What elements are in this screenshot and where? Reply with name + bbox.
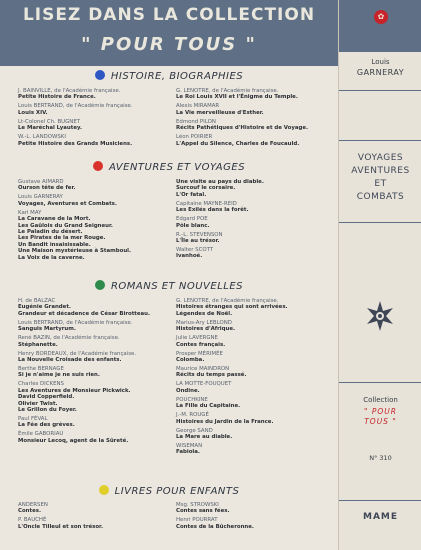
entry-titles (18, 125, 132, 131)
catalog-entry (18, 103, 132, 116)
catalog-entry (18, 431, 150, 444)
entry-title: Louis XIV. (18, 109, 48, 116)
collection-header (0, 0, 338, 66)
spine-collection-label: Collection (363, 396, 398, 404)
catalog-entry (18, 298, 150, 317)
entry-author: Gustave AIMARD (18, 179, 64, 185)
catalog-entry (176, 88, 308, 101)
book-spine (338, 0, 421, 550)
entry-title: Pôle blanc. (176, 222, 210, 229)
entry-author: René BAZIN, de l'Académie française. (18, 335, 120, 342)
catalog-entry (18, 351, 150, 364)
catalog-entry (18, 502, 103, 515)
entry-titles (176, 326, 288, 332)
star-emblem-icon (364, 300, 396, 332)
spine-rule-mid (339, 140, 421, 141)
entry-author: Walter SCOTT (176, 247, 214, 254)
entry-title: La Caravane de la Mort. (18, 216, 91, 223)
catalog-entry (18, 517, 103, 530)
spine-rule-lower (339, 222, 421, 223)
entry-author: Prosper MÉRIMÉE (176, 350, 223, 357)
entry-title: Histoires étranges qui sont arrivées. (176, 304, 288, 311)
catalog-entry (18, 88, 132, 101)
entry-titles (176, 434, 288, 440)
catalog-entry (18, 134, 132, 147)
section-heading (0, 485, 338, 499)
entry-title: David Copperfield. (18, 394, 75, 401)
entry-titles (18, 508, 103, 514)
entry-titles (18, 141, 132, 147)
entry-title: Sanguis Martyrum. (18, 326, 76, 333)
entry-author: J.-M. ROUGÉ (176, 412, 209, 419)
catalog-entry (176, 351, 288, 364)
entry-title: Voyages, Aventures et Combats. (18, 200, 117, 207)
entry-titles (176, 524, 254, 530)
entry-title: Les Gaûlois du Grand Seigneur. (18, 222, 113, 229)
entry-author: Edmond PILON (176, 118, 216, 125)
entry-titles (176, 304, 288, 317)
entry-title: Le Paladin du désert. (18, 229, 83, 236)
entry-title: La Nouvelle Croisade des enfants. (18, 357, 122, 364)
entry-title: La Vie merveilleuse d'Esther. (176, 109, 264, 116)
entry-titles (176, 238, 264, 244)
entry-title: Petite Histoire des Grands Musiciens. (18, 140, 133, 147)
catalog-entry (176, 179, 264, 198)
entry-title: Les Pirates de la mer Rouge. (18, 235, 106, 242)
entry-title: Stéphanette. (18, 341, 58, 348)
entry-titles (18, 388, 150, 414)
entry-author: G. LENOTRE, de l'Académie française. (176, 298, 279, 304)
entry-title: Olivier Twist. (18, 400, 58, 407)
section-title: AVENTURES ET VOYAGES (108, 162, 246, 173)
entry-author: J. BAINVILLE, de l'Académie française. (18, 88, 121, 94)
entry-titles (176, 419, 288, 425)
entry-titles (18, 201, 131, 207)
section-title: HISTOIRE, BIOGRAPHIES (110, 71, 244, 82)
entry-title: L'Or fatal. (176, 191, 207, 198)
entry-author: Lt-Colonel Ch. BUGNET (18, 118, 81, 125)
spine-rule-coll (339, 382, 421, 383)
entry-title: Contes français. (176, 341, 226, 348)
spine-author-last: GARNERAY (356, 68, 405, 77)
entry-titles (176, 94, 308, 100)
entry-author: Émile GABORIAU (18, 431, 64, 438)
entry-author: POUCHKINE (176, 396, 208, 403)
spine-title-line: ET (374, 179, 387, 189)
entry-titles (176, 357, 288, 363)
header-line-2: " POUR TOUS " (81, 34, 257, 55)
entry-titles (18, 94, 132, 100)
entry-author: Edgard POE (176, 216, 208, 223)
entry-title: Eugénie Grandet. (18, 304, 71, 311)
entry-titles (18, 216, 131, 261)
catalog-entry (176, 397, 288, 410)
entry-title: Légendes de Noël. (176, 310, 233, 317)
spine-collection-name-2: TOUS " (364, 417, 397, 426)
entry-titles (176, 125, 308, 131)
entry-titles (18, 326, 150, 332)
entry-title: Le Roi Louis XVII et l'Énigme du Temple. (176, 94, 298, 101)
entry-author: Louis GARNERAY (18, 194, 63, 201)
section-bullet-icon (99, 485, 109, 495)
entry-author: Henri POURRAT (176, 517, 218, 524)
right-column (176, 179, 264, 262)
header-line-1: LISEZ DANS LA COLLECTION (22, 5, 316, 25)
catalog-entry (176, 247, 264, 260)
entry-title: Si je n'aime je ne suis rien. (18, 372, 100, 379)
entry-author: H. de BALZAC (18, 298, 56, 304)
spine-rule-top (339, 90, 421, 91)
entry-title: Petite Histoire de France. (18, 94, 96, 101)
entry-title: Les Exilés dans la forêt. (176, 207, 249, 214)
entry-author: Henry BORDEAUX, de l'Académie française. (18, 350, 137, 357)
entry-title: Histoires d'Afrique. (176, 326, 236, 333)
entry-title: Le Maréchal Lyautey. (18, 125, 83, 132)
right-column (176, 88, 308, 150)
entry-titles (176, 110, 308, 116)
entry-author: P. BAUCHÉ (18, 517, 47, 524)
entry-author: Berthe BERNAGE (18, 366, 64, 373)
catalog-entry (176, 216, 264, 229)
section-title: LIVRES POUR ENFANTS (114, 486, 240, 497)
entry-title: Un Bandit insaisissable. (18, 241, 91, 248)
catalog-entry (176, 502, 254, 515)
entry-title: Une Maison mystérieuse à Stamboul. (18, 248, 132, 255)
entry-author: Louis BERTRAND, de l'Académie française. (18, 103, 133, 110)
entry-title: Les Aventures de Monsieur Pickwick. (18, 387, 131, 394)
entry-titles (18, 524, 103, 530)
catalog-entry (176, 320, 288, 333)
entry-title: La Fée des grèves. (18, 422, 75, 429)
entry-author: Maurice MAINDRON (176, 366, 230, 373)
section-bullet-icon (95, 70, 105, 80)
catalog-entry (176, 381, 288, 394)
entry-author: George SAND (176, 427, 213, 434)
entry-titles (18, 110, 132, 116)
spine-header (339, 0, 421, 52)
entry-titles (176, 372, 288, 378)
entry-author: Julie LAVERGNE (176, 335, 218, 342)
catalog-entry (176, 298, 288, 317)
catalog-entry (18, 320, 150, 333)
catalog-entry (176, 201, 264, 214)
entry-author: ANDERSEN (18, 502, 48, 508)
publisher-logo-icon: ✿ (374, 10, 388, 24)
section-bullet-icon (95, 280, 105, 290)
entry-title: Récits Pathétiques d'Histoire et de Voyage. (176, 125, 309, 132)
catalog-entry (176, 103, 308, 116)
left-column (18, 88, 132, 150)
entry-title: Ondine. (176, 387, 200, 394)
entry-author: W.-L. LANDOWSKI (18, 134, 66, 141)
entry-title: La Mare au diable. (176, 434, 233, 441)
entry-titles (176, 141, 308, 147)
entry-titles (18, 422, 150, 428)
section-heading (0, 280, 338, 294)
left-column (18, 179, 131, 264)
spine-publisher: MAME (362, 512, 399, 522)
entry-titles (18, 304, 150, 317)
left-column (18, 502, 103, 533)
left-column (18, 298, 150, 447)
catalog-entry (18, 366, 150, 379)
catalog-entry (176, 428, 288, 441)
right-column (176, 298, 288, 458)
spine-collection-name-1: " POUR (364, 407, 397, 416)
entry-author: Karl MAY (18, 209, 42, 216)
entry-title: L'Oncle Tilleul et son trésor. (18, 523, 103, 530)
spine-title-line: COMBATS (356, 192, 405, 202)
entry-title: Colomba. (176, 357, 205, 364)
entry-author: Paul FÉVAL (18, 416, 48, 423)
entry-title: La Voix de la caverne. (18, 254, 85, 261)
catalog-entry (18, 335, 150, 348)
catalog-entry (18, 210, 131, 261)
spine-title-line: VOYAGES (357, 153, 404, 163)
entry-title: Le Grillon du Foyer. (18, 407, 77, 414)
entry-title: Contes de la Bûcheronne. (176, 523, 254, 530)
section-bullet-icon (93, 161, 103, 171)
entry-author: Marius-Ary LEBLOND (176, 319, 232, 326)
entry-title: L'Appel du Silence, Charles de Foucauld. (176, 140, 300, 147)
entry-titles (176, 207, 264, 213)
entry-title: Fabiola. (176, 449, 200, 456)
spine-title-line: AVENTURES (351, 166, 410, 176)
entry-author: LA MOTTE-FOUQUET (176, 381, 232, 388)
section-heading (0, 70, 338, 84)
catalog-entry (176, 232, 264, 245)
entry-title: Ourson tête de fer. (18, 185, 76, 192)
entry-title: Grandeur et décadence de César Birotteau. (18, 310, 151, 317)
entry-titles (176, 388, 288, 394)
entry-author: Capitaine MAYNE-REID (176, 200, 237, 207)
entry-titles (18, 185, 131, 191)
entry-author: Léon POIRIER (176, 134, 213, 141)
spine-rule-bottom (339, 500, 421, 501)
entry-title: Histoires du Jardin de la France. (176, 418, 274, 425)
entry-title: Récits du temps passé. (176, 372, 247, 379)
entry-author: R.-L. STEVENSON (176, 231, 223, 238)
entry-author: Charles DICKENS (18, 381, 64, 388)
catalog-entry (176, 412, 288, 425)
entry-titles (176, 179, 264, 198)
entry-title: Une visite au pays du diable. (176, 179, 264, 185)
spine-title (339, 152, 421, 204)
catalog-entry (176, 443, 288, 456)
right-column (176, 502, 254, 533)
entry-title: Contes sans fées. (176, 508, 230, 515)
catalog-entry (176, 134, 308, 147)
catalog-entry (176, 335, 288, 348)
catalog-entry (18, 119, 132, 132)
spine-author-first: Louis (371, 58, 390, 66)
entry-title: Ivanhoé. (176, 253, 203, 260)
entry-titles (176, 449, 288, 455)
catalog-entry (18, 194, 131, 207)
section-title: ROMANS ET NOUVELLES (110, 281, 244, 292)
entry-author: G. LENOTRE, de l'Académie française. (176, 88, 279, 94)
catalog-entry (176, 119, 308, 132)
entry-author: WISEMAN (176, 443, 203, 450)
entry-titles (176, 223, 264, 229)
catalog-entry (176, 517, 254, 530)
entry-titles (176, 403, 288, 409)
entry-titles (18, 357, 150, 363)
entry-title: La Fille du Capitaine. (176, 403, 241, 410)
entry-titles (176, 342, 288, 348)
entry-titles (18, 342, 150, 348)
entry-titles (176, 253, 264, 259)
entry-author: Louis BERTRAND, de l'Académie française. (18, 319, 133, 326)
catalog-entry (18, 381, 150, 413)
entry-title: Surcouf le corsaire. (176, 185, 236, 192)
catalog-entry (18, 179, 131, 192)
catalog-entry (176, 366, 288, 379)
entry-author: Msg. STROWSKI (176, 502, 219, 508)
entry-title: Contes. (18, 508, 41, 515)
entry-author: Alexis MIRAMAR (176, 103, 220, 110)
entry-titles (176, 508, 254, 514)
entry-titles (18, 438, 150, 444)
entry-title: Monsieur Lecoq, agent de la Sûreté. (18, 437, 129, 444)
entry-titles (18, 372, 150, 378)
spine-number: N° 310 (369, 454, 392, 462)
catalog-entry (18, 416, 150, 429)
entry-title: L'Île au trésor. (176, 238, 220, 245)
section-heading (0, 161, 338, 175)
